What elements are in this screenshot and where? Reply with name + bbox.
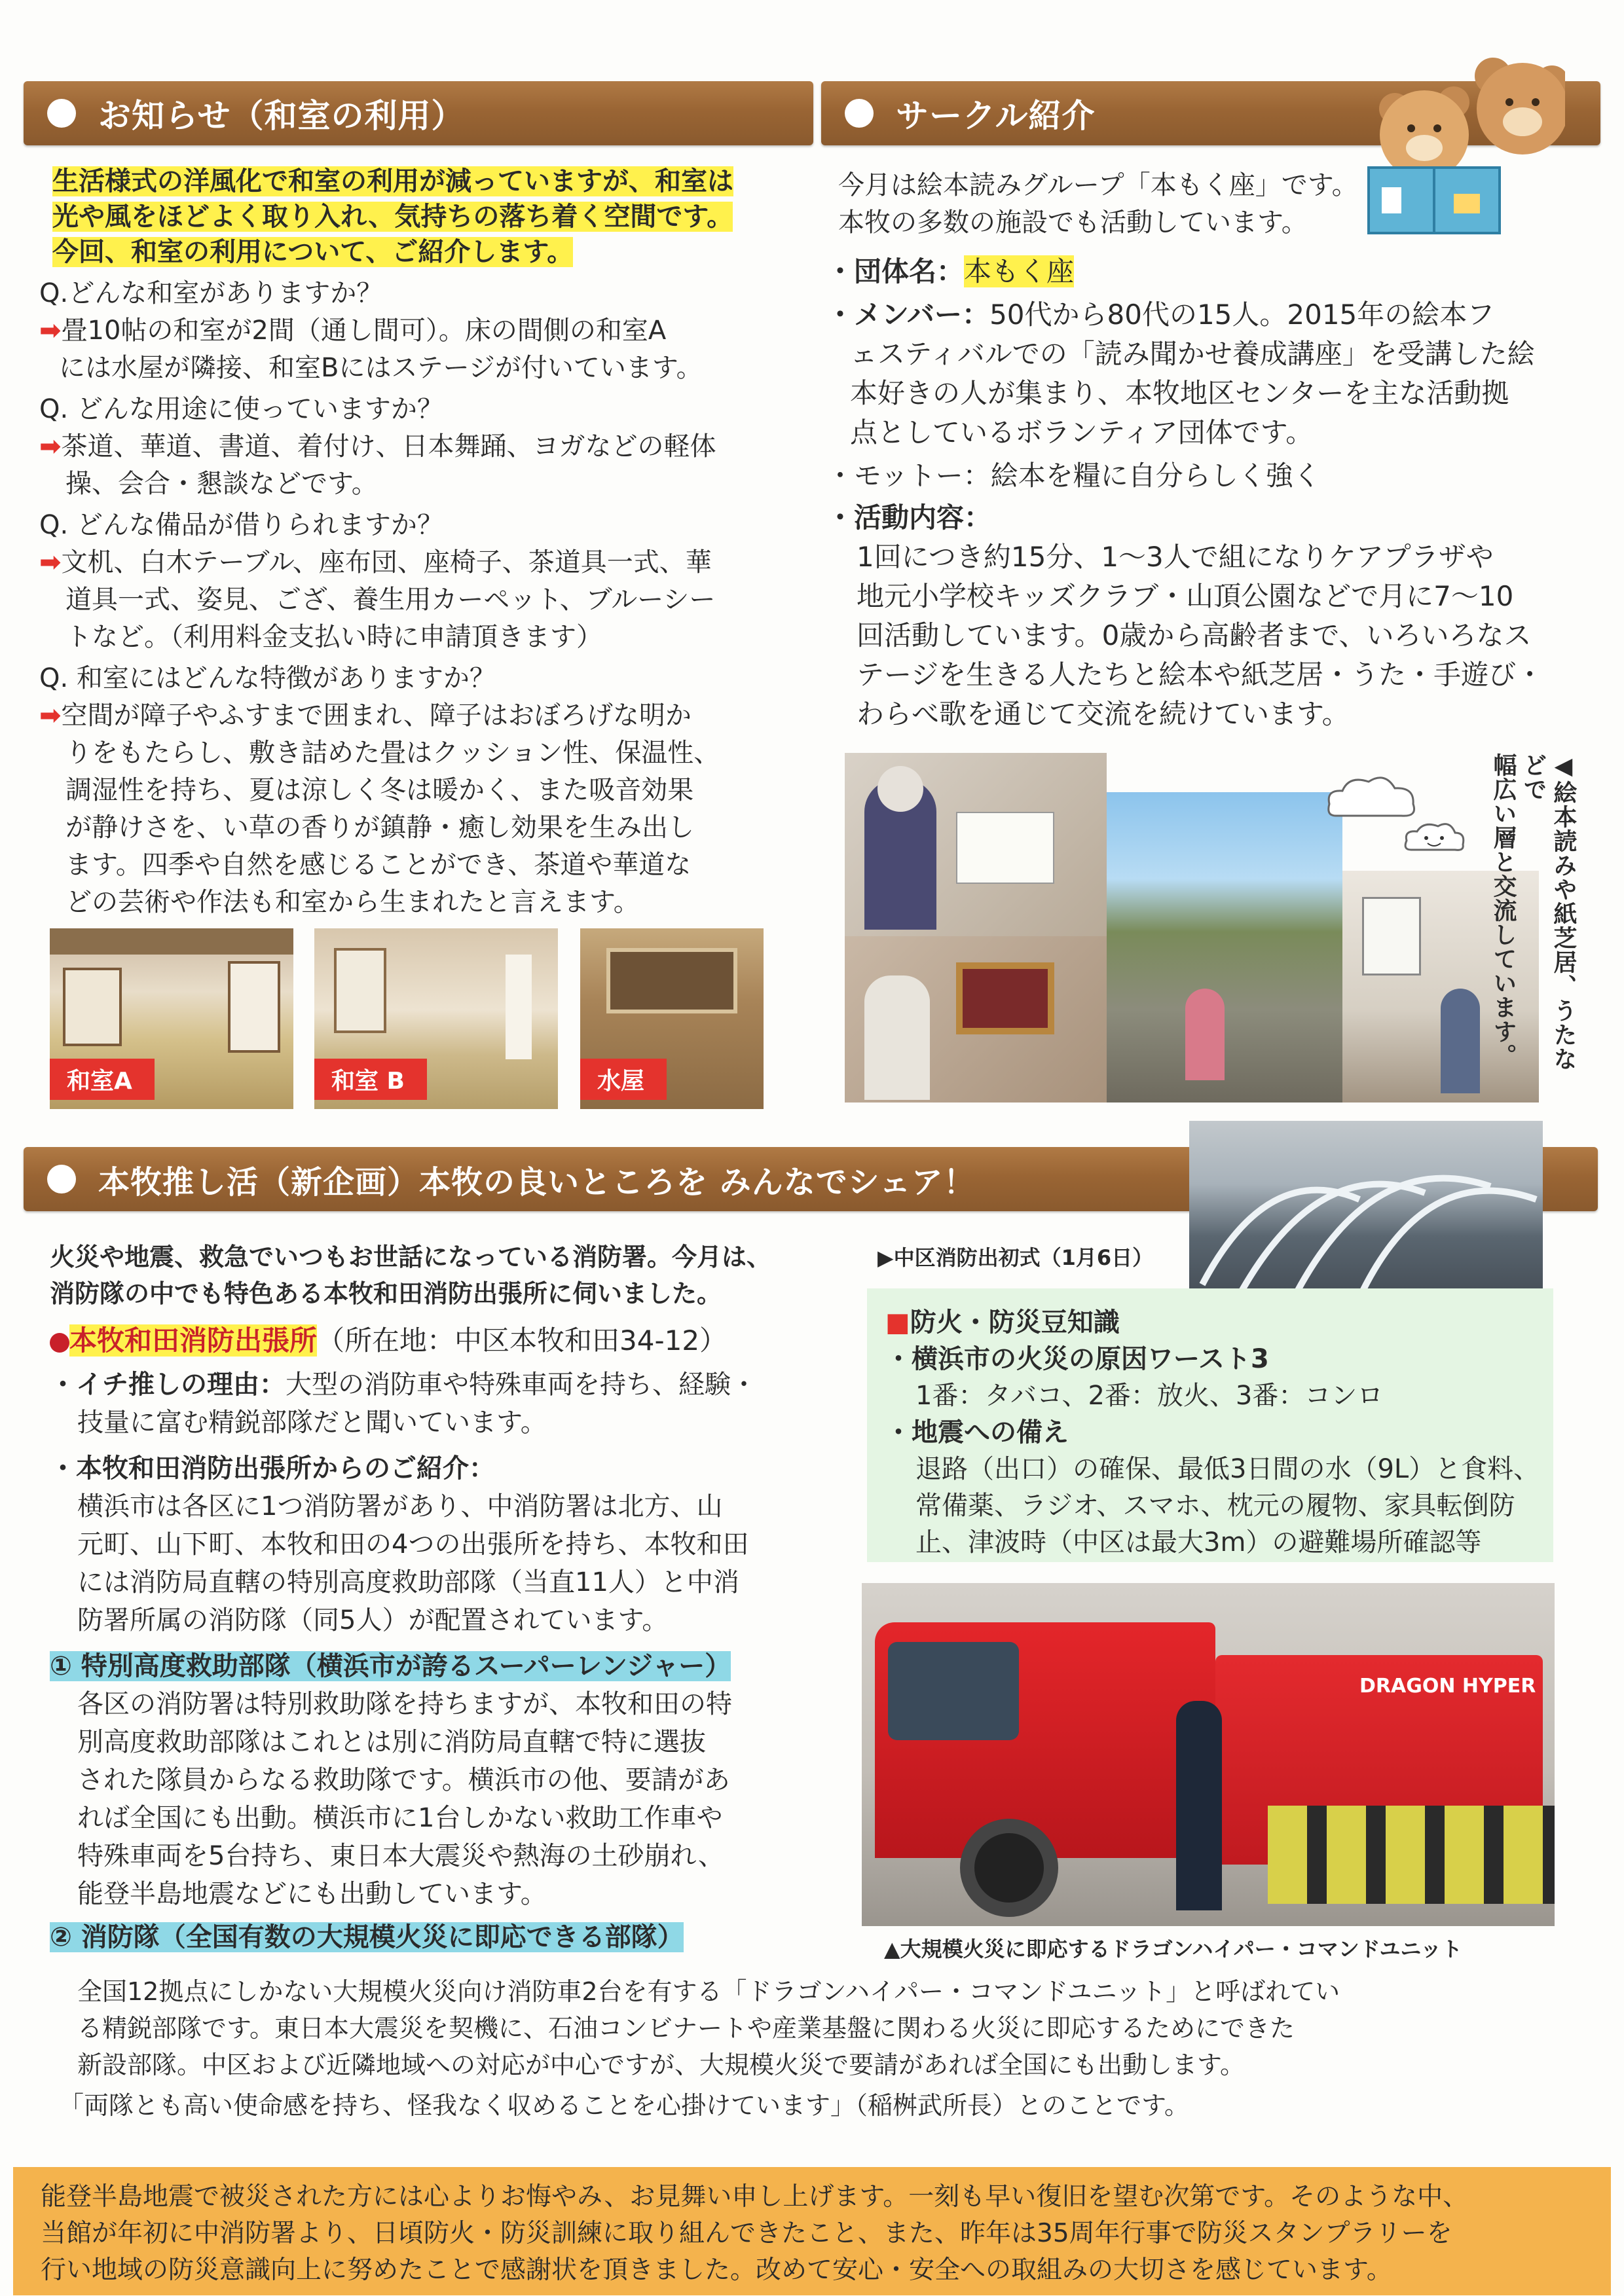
footer-line: 能登半島地震で被災された方には心よりお悔やみ、お見舞い申し上げます。一刻も早い復旧を望む次第です。そのような中、 — [41, 2182, 1469, 2212]
group-row: ・団体名：本もく座 — [826, 255, 1075, 287]
question: Q. どんな備品が借りられますか？ — [39, 510, 443, 540]
circle-intro-line: 今月は絵本読みグループ「本もく座」です。 — [838, 170, 1358, 200]
motto: ・モットー：絵本を糧に自分らしく強く — [826, 460, 1321, 492]
station-address: （所在地：中区本牧和田34-12） — [317, 1324, 728, 1357]
tips-heading: ・横浜市の火災の原因ワースト3 — [885, 1344, 1269, 1374]
photo-label: 和室 B — [314, 1059, 427, 1100]
answer-line: りをもたらし、敷き詰めた畳はクッション性、保温性、 — [65, 738, 720, 768]
circle-intro — [838, 167, 1358, 242]
answer-line: トなど。（利用料金支払い時に申請頂きます） — [65, 622, 602, 652]
footer-box — [13, 2167, 1611, 2295]
arrow-icon: ➡ — [39, 431, 62, 462]
unit2-title: ② 消防隊（全国有数の大規模火災に即応できる部隊） — [50, 1922, 684, 1952]
intro2-line: には消防局直轄の特別高度救助部隊（当直11人）と中消 — [77, 1567, 739, 1597]
activity-line: わらべ歌を通じて交流を続けています。 — [857, 698, 1350, 730]
red-dot-icon — [50, 1333, 69, 1353]
unit1-line: れば全国にも出動。横浜市に1台しかない救助工作車や — [77, 1803, 723, 1833]
answer-line: ます。四季や自然を感じることができ、茶道や華道な — [65, 850, 692, 880]
circle-title: サークル紹介 — [896, 97, 1096, 135]
tips-heading: ・地震への備え — [885, 1417, 1069, 1448]
answer-line: ➡茶道、華道、書道、着付け、日本舞踊、ヨガなどの軽体 — [39, 431, 716, 462]
bear-mascot-icon — [1356, 37, 1565, 240]
question: Q.どんな和室がありますか？ — [39, 278, 383, 308]
question: Q. どんな用途に使っていますか？ — [39, 394, 443, 424]
member-row: ・メンバー：50代から80代の15人。2015年の絵本フ — [826, 299, 1495, 331]
member-line: 本好きの人が集まり、本牧地区センターを主な活動拠 — [850, 377, 1509, 409]
photo-park-activity — [1107, 792, 1342, 1102]
station-name: 本牧和田消防出張所 — [69, 1324, 318, 1357]
unit2-line: る精鋭部隊です。東日本大震災を契機に、石油コンビナートや産業基盤に関わる火災に即応するためにできた — [77, 2014, 1295, 2043]
answer-line: ➡畳10帖の和室が2間（通し間可）。床の間側の和室A — [39, 316, 667, 346]
question: Q. 和室にはどんな特徴がありますか？ — [39, 663, 496, 693]
member-line: ェスティバルでの「読み聞かせ養成講座」を受講した絵 — [850, 338, 1535, 370]
activity-label: ・活動内容： — [826, 501, 992, 534]
arrow-icon: ➡ — [39, 701, 62, 731]
tips-box — [867, 1288, 1553, 1562]
oshikatsu-title: 本牧推し活（新企画）本牧の良いところを みんなでシェア！ — [98, 1163, 976, 1201]
unit2-line: 全国12拠点にしかない大規模火災向け消防車2台を有する「ドラゴンハイパー・コマンドユニット」と呼ばれてい — [77, 1977, 1340, 2006]
answer-line: 調湿性を持ち、夏は涼しく冬は暖かく、また吸音効果 — [65, 775, 694, 805]
footer-line: 当館が年初に中消防署より、日頃防火・防災訓練に取り組んできたこと、また、昨年は35周年行事で防災スタンプラリーを — [41, 2219, 1452, 2248]
intro-line: 今回、和室の利用について、ご紹介します。 — [52, 237, 574, 267]
unit1-line: 各区の消防署は特別救助隊を持ちますが、本牧和田の特 — [77, 1689, 732, 1719]
intro2-line: 元町、山下町、本牧和田の4つの出張所を持ち、本牧和田 — [77, 1529, 749, 1559]
unit1-line: 別高度救助部隊はこれとは別に消防局直轄で特に選抜 — [77, 1727, 706, 1757]
activity-line: 1回につき約15分、1〜3人で組になりケアプラザや — [857, 541, 1494, 573]
photo-picture-book-reading — [845, 753, 1107, 936]
intro2-line: 防署所属の消防隊（同5人）が配置されています。 — [77, 1605, 669, 1635]
circle-intro-line: 本牧の多数の施設でも活動しています。 — [838, 208, 1308, 238]
bullet-icon — [47, 1165, 76, 1194]
fire-intro-line: 火災や地震、救急でいつもお世話になっている消防署。今月は、 — [50, 1243, 772, 1271]
quote: 「両隊とも高い使命感を持ち、怪我なく収めることを心掛けています」（稲桝武所長）とのことです。 — [59, 2091, 1189, 2120]
photo-dragon-hyper — [862, 1583, 1555, 1926]
caption-line: ◀絵本読みや紙芝居、うたなどで — [1520, 753, 1577, 1071]
activity-line: 地元小学校キッズクラブ・山頂公園などで月に7〜10 — [857, 580, 1514, 612]
reason-row: ・イチ推しの理由：大型の消防車や特殊車両を持ち、経験・ — [50, 1370, 757, 1400]
answer-line: ➡文机、白木テーブル、座布団、座椅子、茶道具一式、華 — [39, 547, 712, 577]
photo-washitsu-b — [314, 928, 558, 1109]
bullet-icon — [47, 99, 76, 128]
unit2-body — [59, 1973, 1583, 2124]
arrow-icon: ➡ — [39, 547, 62, 577]
photo-washitsu-a — [50, 928, 293, 1109]
photo-mizuya — [580, 928, 764, 1109]
tips-line: 退路（出口）の確保、最低3日間の水（9L）と食料、 — [915, 1454, 1540, 1484]
tips-title: ■防火・防災豆知識 — [885, 1307, 1120, 1338]
qa-list — [39, 275, 799, 921]
intro-line: 光や風をほどよく取り入れ、気持ちの落ち着く空間です。 — [52, 202, 733, 232]
activity-line: テージを生きる人たちと絵本や紙芝居・うた・手遊び・ — [857, 659, 1544, 691]
circle-details — [826, 252, 1599, 734]
tips-line: 常備薬、ラジオ、スマホ、枕元の履物、家具転倒防 — [915, 1491, 1515, 1521]
bullet-icon — [845, 99, 874, 128]
answer-line: 道具一式、姿見、ござ、養生用カーペット、ブルーシー — [65, 585, 716, 615]
answer-line: が静けさを、い草の香りが鎮静・癒し効果を生み出し — [65, 812, 694, 843]
tips-line: 止、津波時（中区は最大3m）の避難場所確認等 — [915, 1527, 1482, 1558]
member-line: 点としているボランティア団体です。 — [850, 416, 1314, 448]
circle-photo-caption — [1488, 753, 1578, 1093]
unit1-title: ① 特別高度救助部隊（横浜市が誇るスーパーレンジャー） — [50, 1651, 731, 1681]
fire-intro-line: 消防隊の中でも特色ある本牧和田消防出張所に伺いました。 — [50, 1279, 722, 1308]
unit2-line: 新設部隊。中区および近隣地域への対応が中心ですが、大規模火災で要請があれば全国にも出動します。 — [77, 2050, 1245, 2079]
dezomeshiki-caption: ▶中区消防出初式（1月6日） — [877, 1245, 1154, 1270]
washitsu-banner — [24, 81, 813, 145]
intro2-line: 横浜市は各区に1つ消防署があり、中消防署は北方、山 — [77, 1491, 723, 1522]
smiling-cloud-icon — [1401, 818, 1467, 858]
answer-line: ➡空間が障子やふすまで囲まれ、障子はおぼろげな明か — [39, 701, 692, 731]
red-square-icon: ■ — [885, 1307, 910, 1338]
answer-line: 操、会合・懇談などです。 — [65, 469, 378, 499]
unit1-line: 特殊車両を5台持ち、東日本大震災や熱海の土砂崩れ、 — [77, 1841, 724, 1871]
fire-intro — [50, 1239, 771, 1312]
tips-line: 1番：タバコ、2番：放火、3番：コンロ — [915, 1381, 1384, 1411]
footer-line: 行い地域の防災意識向上に努めたことで感謝状を頂きました。改めて安心・安全への取組みの大切さを感じています。 — [41, 2255, 1392, 2285]
answer-line: には水屋が隣接、和室Bにはステージが付いています。 — [59, 353, 703, 383]
washitsu-title: お知らせ（和室の利用） — [98, 97, 465, 135]
station-row — [50, 1321, 842, 1360]
photo-label: 和室A — [50, 1059, 155, 1100]
reason-line: 技量に富む精鋭部隊だと聞いています。 — [77, 1408, 547, 1438]
caption-line: 幅広い層と交流しています。 — [1490, 753, 1517, 1068]
truck-logo: DRAGON HYPER — [1359, 1675, 1536, 1698]
activity-line: 回活動しています。0歳から高齢者まで、いろいろなス — [857, 619, 1532, 651]
photo-label: 水屋 — [580, 1059, 667, 1100]
arrow-icon: ➡ — [39, 316, 62, 346]
fire-details — [50, 1321, 842, 1956]
photo-kamishibai — [845, 936, 1107, 1102]
washitsu-intro — [52, 164, 733, 270]
answer-line: どの芸術や作法も和室から生まれたと言えます。 — [65, 887, 640, 917]
unit2-title-row — [50, 1918, 842, 1956]
unit1-line: 能登半島地震などにも出動しています。 — [77, 1879, 547, 1909]
group-name: 本もく座 — [964, 255, 1075, 287]
intro-line: 生活様式の洋風化で和室の利用が減っていますが、和室は — [52, 166, 733, 196]
truck-caption: ▲大規模火災に即応するドラゴンハイパー・コマンドユニット — [884, 1937, 1463, 1961]
unit1-title-row — [50, 1647, 842, 1685]
intro2-label: ・本牧和田消防出張所からのご紹介： — [50, 1453, 495, 1484]
unit1-line: された隊員からなる救助隊です。横浜市の他、要請があ — [77, 1765, 730, 1795]
